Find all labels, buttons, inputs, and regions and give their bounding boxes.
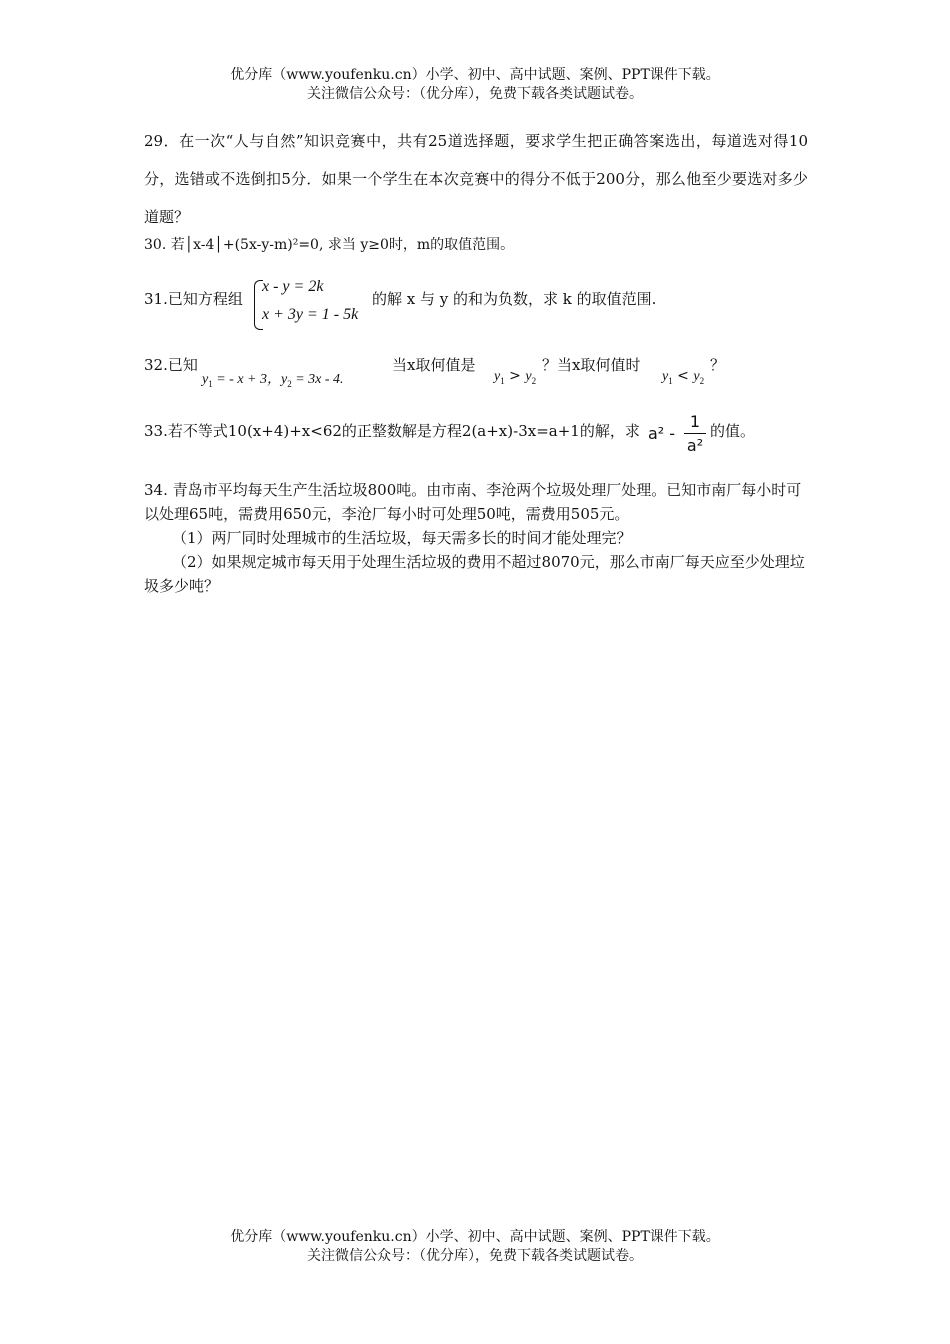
q32-end: ？ — [710, 356, 726, 374]
q32-condition-less: $y_1 < y_2$ — [662, 368, 705, 386]
q34-intro: 34. 青岛市平均每天生产生活垃圾800吨。由市南、李沧两个垃圾处理厂处理。已知市南厂每小时可以处理65吨，需费用650元，李沧厂每小时可处理50吨，需费用505元。 — [144, 481, 802, 523]
fraction-numerator: 1 — [689, 412, 701, 431]
q34-part-1: （1）两厂同时处理城市的生活垃圾，每天需多长的时间才能处理完？ — [172, 529, 632, 547]
q32-prefix: 32.已知 — [144, 356, 198, 374]
fraction-bar — [684, 433, 706, 434]
q31-suffix: 的解 x 与 y 的和为负数，求 k 的取值范围. — [372, 290, 657, 308]
question-32 — [144, 354, 808, 390]
q33-expression-left: a² - — [648, 424, 676, 443]
q33-end: 的值。 — [710, 422, 756, 440]
question-31 — [144, 278, 808, 334]
header-line-2: 关注微信公众号：（优分库），免费下载各类试题试卷。 — [307, 86, 643, 102]
question-29: 29．在一次“人与自然”知识竞赛中，共有25道选择题，要求学生把正确答案选出，每道选对得10分，选错或不选倒扣5分．如果一个学生在本次竞赛中的得分不低于200分，那么他至少要选对多少道题？ — [144, 132, 808, 226]
page-footer — [0, 1228, 950, 1266]
q32-mid-text: 当x取何值是 — [392, 356, 476, 374]
footer-line-1: 优分库（www.youfenku.cn）小学、初中、高中试题、案例、PPT课件下载。 — [230, 1229, 720, 1245]
q31-prefix: 31.已知方程组 — [144, 290, 243, 308]
q32-y1-definition: $y_1$ = - x + 3，$y_2 = 3x - 4$. — [202, 372, 344, 389]
q34-part-2: （2）如果规定城市每天用于处理生活垃圾的费用不超过8070元，那么市南厂每天应至少处理垃圾多少吨？ — [144, 553, 805, 595]
footer-line-2: 关注微信公众号：（优分库），免费下载各类试题试卷。 — [307, 1248, 643, 1264]
header-line-1: 优分库（www.youfenku.cn）小学、初中、高中试题、案例、PPT课件下载。 — [230, 67, 720, 83]
q33-text: 33.若不等式10(x+4)+x<62的正整数解是方程2(a+x)-3x=a+1的解，求 — [144, 422, 640, 440]
question-33 — [144, 412, 808, 460]
q31-equation-1: x - y = 2k — [262, 278, 324, 295]
q31-equation-2: x + 3y = 1 - 5k — [262, 306, 359, 323]
page-header — [0, 66, 950, 104]
fraction-denominator: a² — [686, 436, 704, 455]
q32-mid-text-2: ？当x取何值时 — [542, 356, 641, 374]
question-34 — [144, 478, 808, 598]
q32-condition-greater: $y_1 > y_2$ — [494, 368, 537, 386]
q33-fraction — [684, 412, 706, 457]
question-30: 30. 若│x-4│+(5x-y-m)²=0, 求当 y≥0时，m的取值范围。 — [144, 237, 515, 253]
